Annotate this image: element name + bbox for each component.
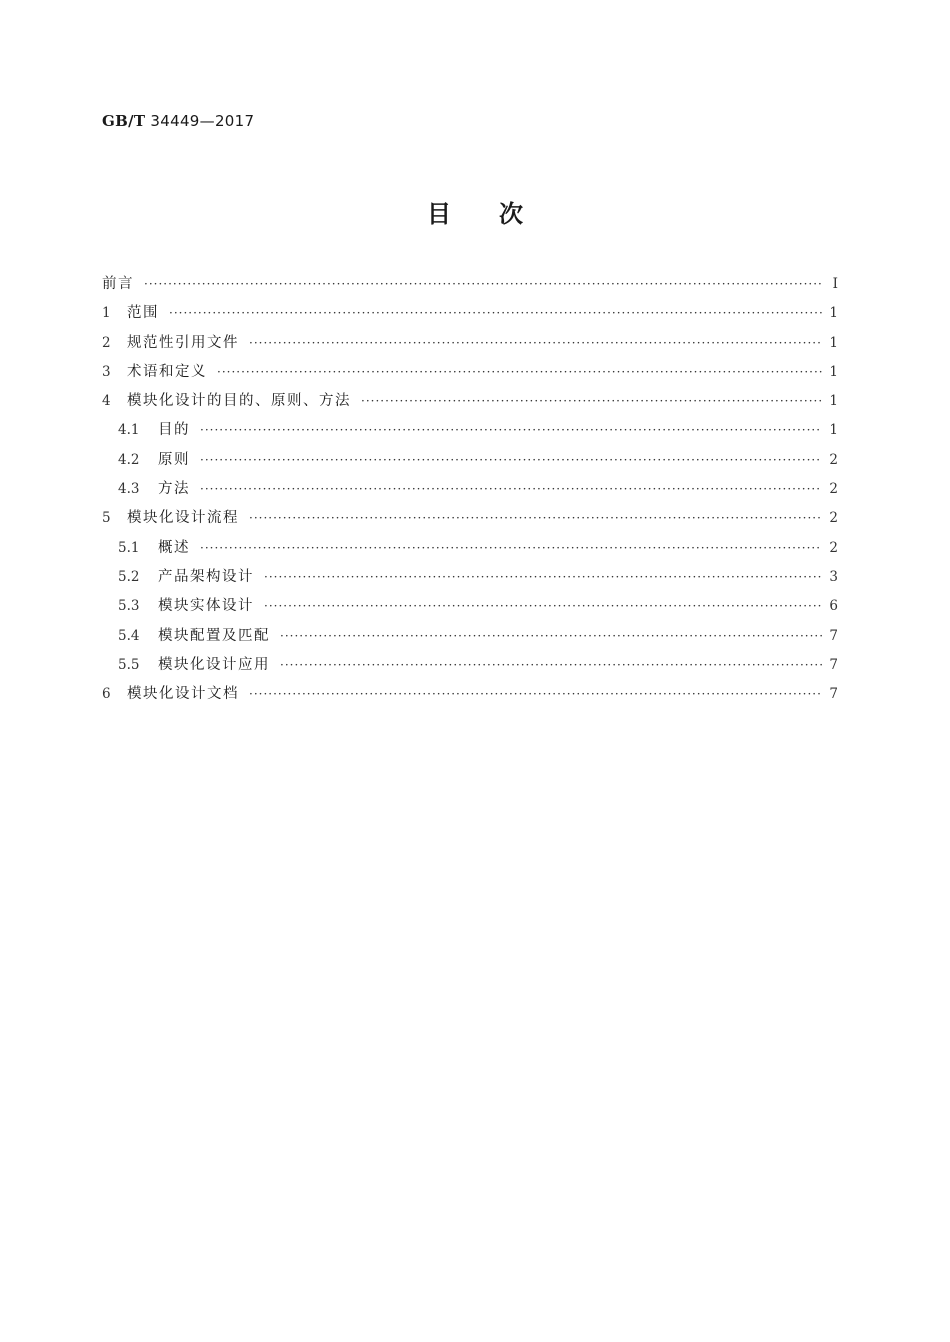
- toc-number: 1: [102, 305, 111, 322]
- dot-leader: [200, 446, 822, 475]
- toc-entry-4-2[interactable]: [102, 446, 838, 475]
- toc-label: 产品架构设计: [158, 568, 254, 585]
- toc-number: 5.4: [118, 627, 140, 644]
- dot-leader: [249, 680, 822, 709]
- toc-label: 方法: [158, 481, 190, 498]
- toc-page-number: 7: [829, 627, 838, 644]
- toc-page-number: 7: [829, 656, 838, 673]
- table-of-contents: [102, 270, 838, 709]
- toc-number: 3: [102, 363, 111, 380]
- toc-entry-4-1[interactable]: [102, 416, 838, 445]
- toc-entry-4[interactable]: [102, 387, 838, 416]
- toc-label: 目的: [158, 422, 190, 439]
- toc-page-number: 2: [829, 481, 838, 498]
- dot-leader: [361, 387, 822, 416]
- toc-number: 4: [102, 393, 111, 410]
- dot-leader: [200, 416, 822, 445]
- toc-page-number: 1: [829, 422, 838, 439]
- toc-number: 5.1: [118, 539, 140, 556]
- dot-leader: [217, 358, 822, 387]
- toc-page-number: 2: [829, 510, 838, 527]
- toc-number: 5.2: [118, 568, 140, 585]
- toc-page-number: 6: [829, 598, 838, 615]
- toc-label: 模块化设计应用: [158, 656, 270, 673]
- toc-entry-4-3[interactable]: [102, 475, 838, 504]
- dot-leader: [264, 592, 822, 621]
- toc-page-number: 1: [829, 393, 838, 410]
- dot-leader: [169, 299, 822, 328]
- toc-number: 4.3: [118, 481, 140, 498]
- dot-leader: [280, 651, 822, 680]
- toc-number: 4.1: [118, 422, 140, 439]
- dot-leader: [249, 504, 822, 533]
- toc-page-number: 7: [829, 686, 838, 703]
- toc-entry-1[interactable]: [102, 299, 838, 328]
- dot-leader: [144, 270, 822, 299]
- toc-label: 模块化设计流程: [127, 510, 239, 527]
- toc-number: 4.2: [118, 451, 140, 468]
- toc-entry-5-2[interactable]: [102, 563, 838, 592]
- toc-label: 模块配置及匹配: [158, 627, 270, 644]
- toc-number: 5.3: [118, 598, 140, 615]
- toc-label: 模块化设计文档: [127, 686, 239, 703]
- toc-label: 范围: [127, 305, 159, 322]
- dot-leader: [200, 534, 822, 563]
- toc-label: 术语和定义: [127, 363, 207, 380]
- toc-page-number: 2: [829, 451, 838, 468]
- toc-label: 模块实体设计: [158, 598, 254, 615]
- toc-page-number: 2: [829, 539, 838, 556]
- standard-code: [102, 112, 254, 130]
- toc-label: 原则: [158, 451, 190, 468]
- toc-number: 6: [102, 686, 111, 703]
- toc-entry-2[interactable]: [102, 329, 838, 358]
- dot-leader: [200, 475, 822, 504]
- toc-label: 前言: [102, 276, 134, 292]
- toc-number: 5: [102, 510, 111, 527]
- toc-page-number: 3: [829, 568, 838, 585]
- toc-entry-5-5[interactable]: [102, 651, 838, 680]
- dot-leader: [249, 329, 822, 358]
- toc-entry-3[interactable]: [102, 358, 838, 387]
- toc-entry-5-4[interactable]: [102, 622, 838, 651]
- toc-entry-6[interactable]: [102, 680, 838, 709]
- toc-entry-5-3[interactable]: [102, 592, 838, 621]
- toc-number: 5.5: [118, 656, 140, 673]
- toc-entry-5[interactable]: [102, 504, 838, 533]
- standard-number: 34449—2017: [150, 112, 255, 130]
- toc-entry-5-1[interactable]: [102, 534, 838, 563]
- toc-page-number: 1: [829, 363, 838, 380]
- page-title: 目次: [427, 200, 571, 228]
- toc-page-number: 1: [829, 334, 838, 351]
- toc-page-number: 1: [829, 305, 838, 322]
- standard-prefix: GB/T: [102, 112, 146, 130]
- toc-number: 2: [102, 334, 111, 351]
- toc-entry-foreword[interactable]: [102, 270, 838, 299]
- dot-leader: [280, 622, 822, 651]
- dot-leader: [264, 563, 822, 592]
- toc-page-number: Ⅰ: [832, 276, 838, 292]
- toc-label: 模块化设计的目的、原则、方法: [127, 393, 351, 410]
- toc-label: 规范性引用文件: [127, 334, 239, 351]
- toc-label: 概述: [158, 539, 190, 556]
